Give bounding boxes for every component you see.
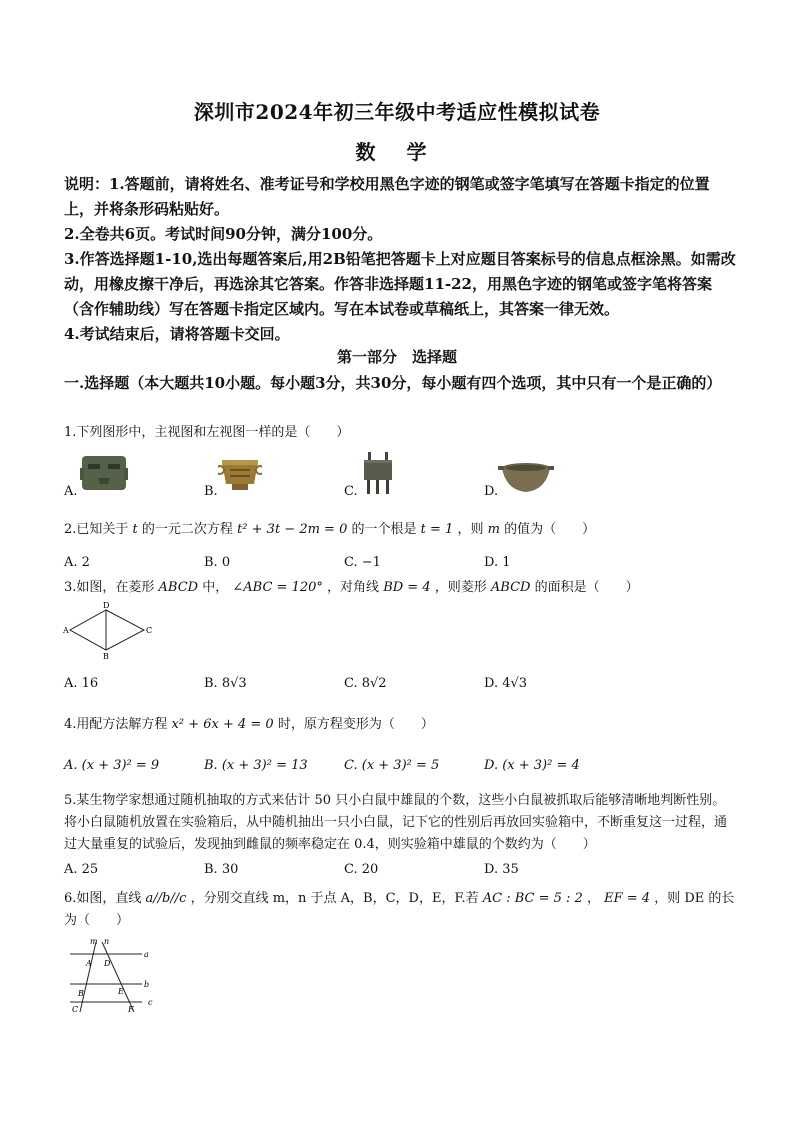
q2-option-b: B. 0 (204, 555, 231, 570)
q2-equation: t² + 3t − 2m = 0 (237, 522, 348, 537)
question-3 (64, 577, 736, 599)
instruction-3: 3.作答选择题1-10,选出每题答案后,用2B铅笔把答题卡上对应题目答案标号的信息点框涂黑。如需改动，用橡皮擦干净后，再选涂其它答案。作答非选择题11-22，用黑色字迹的钢笔或签字笔将答案（含作辅助线）写在答题卡指定区域内。写在本试卷或草稿纸上，其答案一律无效。 (64, 250, 736, 318)
q1-stem: 1.下列图形中，主视图和左视图一样的是（ ） (64, 425, 350, 440)
q2-option-d: D. 1 (484, 555, 511, 570)
q5-option-d: D. 35 (484, 862, 519, 877)
q3-rhombus: ABCD (158, 580, 199, 595)
q2-stem-a: 2.已知关于 (64, 522, 129, 537)
q6-label-F: F (128, 1005, 134, 1014)
section-heading: 一.选择题（本大题共10小题。每小题3分，共30分，每小题有四个选项，其中只有一个是正确的） (64, 374, 722, 392)
q3-label-c: C (146, 626, 153, 635)
q3-stem-e: 的面积是（ ） (534, 580, 639, 595)
q4-option-a: A. (x + 3)² = 9 (64, 758, 160, 773)
q6-stem-d: ，则 DE 的长为（ ） (64, 891, 735, 928)
q6-stem-a: 6.如图，直线 (64, 891, 142, 906)
q1-option-c: C. (344, 484, 358, 499)
q6-label-n: n (104, 937, 110, 946)
q6-label-A: A (86, 959, 92, 968)
q6-stem-b: ，分别交直线 m，n 于点 A，B，C，D，E，F.若 (190, 891, 479, 906)
exam-title: 深圳市2024年初三年级中考适应性模拟试卷 (193, 100, 601, 124)
q3-rhombus-2: ABCD (490, 580, 531, 595)
q6-label-c: c (148, 998, 153, 1007)
q5-option-a: A. 25 (64, 862, 99, 877)
q6-stem-c: ， (586, 891, 600, 906)
q5-option-b: B. 30 (204, 862, 239, 877)
q2-var-m: m (487, 522, 500, 537)
q3-option-c: C. 8√2 (344, 676, 387, 691)
q4-stem-b: 时，原方程变形为（ ） (277, 717, 434, 732)
q3-label-b: B (103, 652, 109, 661)
q4-option-b: B. (x + 3)² = 13 (204, 758, 308, 773)
q4-equation: x² + 6x + 4 = 0 (171, 717, 274, 732)
q1-option-a: A. (64, 484, 78, 499)
q2-option-a: A. 2 (64, 555, 90, 570)
q2-stem-c: 的一个根是 (351, 522, 417, 537)
instructions (64, 172, 736, 347)
q6-label-D: D (104, 959, 111, 968)
q3-angle: ∠ABC = 120° (232, 580, 323, 595)
q3-diagonal: BD = 4 (383, 580, 431, 595)
q4-option-c: C. (x + 3)² = 5 (344, 758, 440, 773)
question-1 (64, 422, 736, 444)
q3-option-a: A. 16 (64, 676, 99, 691)
q1-image-d-basin (498, 460, 554, 496)
q2-stem-d: ，则 (457, 522, 484, 537)
q1-option-b: B. (204, 484, 218, 499)
q3-stem-a: 3.如图，在菱形 (64, 580, 155, 595)
q3-option-d: D. 4√3 (484, 676, 528, 691)
q4-option-d: D. (x + 3)² = 4 (484, 758, 580, 773)
q1-image-b-cup (218, 456, 262, 494)
question-4 (64, 714, 736, 736)
subject-title: 数 学 (355, 140, 439, 164)
q6-ef: EF = 4 (604, 891, 651, 906)
q6-label-B: B (78, 989, 84, 998)
instruction-4: 4.考试结束后，请将答题卡交回。 (64, 325, 290, 343)
q6-label-C: C (72, 1005, 79, 1014)
q1-image-c-ding (360, 450, 396, 496)
instruction-2: 2.全卷共6页。考试时间90分钟，满分100分。 (64, 225, 383, 243)
q3-stem-d: ，则菱形 (434, 580, 487, 595)
q6-label-b: b (144, 980, 150, 989)
q2-root: t = 1 (420, 522, 454, 537)
q2-option-c: C. −1 (344, 555, 381, 570)
instruction-1: 说明：1.答题前，请将姓名、准考证号和学校用黑色字迹的钢笔或签字笔填写在答题卡指定的位置上，并将条形码粘贴好。 (64, 175, 710, 218)
q3-label-d: D (103, 601, 110, 610)
q5-stem: 5.某生物学家想通过随机抽取的方式来估计 50 只小白鼠中雄鼠的个数，这些小白鼠被抓取后能够清晰地判断性别。将小白鼠随机放置在实验箱后，从中随机抽出一只小白鼠，记下它的性别后再放回实验箱中，不断重复这一过程，通过大量重复的试验后，发现抽到雌鼠的频率稳定在 0.4，则实验箱中雄鼠的个数约为（ ） (64, 793, 728, 852)
q1-image-a-mask (80, 452, 128, 494)
q3-label-a: A (63, 626, 69, 635)
q6-ratio: AC : BC = 5 : 2 (482, 891, 583, 906)
q3-option-b: B. 8√3 (204, 676, 247, 691)
question-2 (64, 519, 736, 541)
q1-option-d: D. (484, 484, 499, 499)
q5-option-c: C. 20 (344, 862, 379, 877)
q6-parallel: a//b//c (145, 891, 187, 906)
q2-var-t: t (132, 522, 138, 537)
q6-label-E: E (118, 987, 124, 996)
q3-stem-c: ，对角线 (327, 580, 380, 595)
q3-rhombus-figure (60, 598, 160, 662)
q6-parallel-lines-figure (62, 936, 162, 1016)
section-title: 第一部分 选择题 (336, 348, 457, 366)
q3-stem-b: 中， (202, 580, 229, 595)
q6-label-a: a (144, 950, 149, 959)
q6-label-m: m (90, 937, 98, 946)
question-5 (64, 790, 736, 856)
q2-stem-b: 的一元二次方程 (141, 522, 233, 537)
question-6 (64, 888, 736, 932)
q4-stem-a: 4.用配方法解方程 (64, 717, 168, 732)
q2-stem-e: 的值为（ ） (504, 522, 596, 537)
